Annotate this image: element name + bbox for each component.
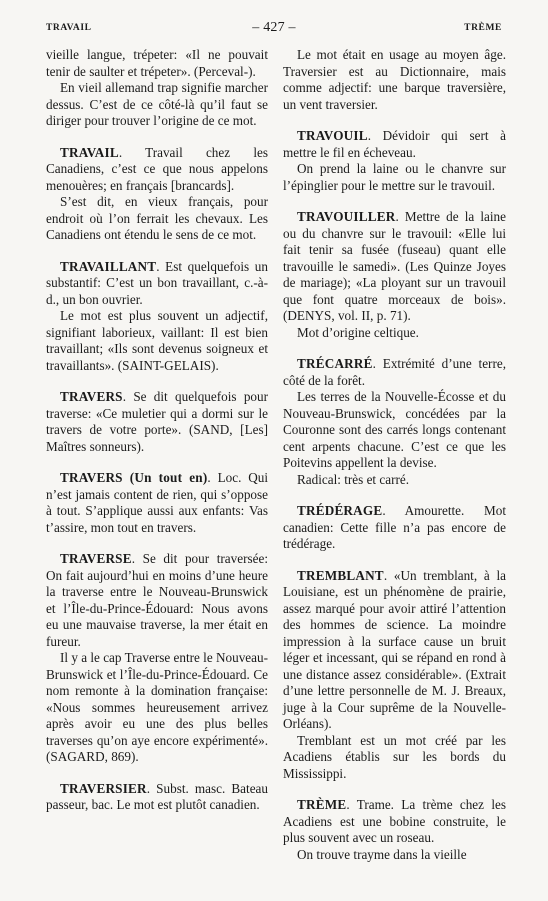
running-head-right: TRÈME — [464, 23, 502, 33]
entry-paragraph: Le mot est plus souvent un adjectif, signifiant laborieux, vaillant: Il est bien travaillant; «Ils sont devenus soigneux et travaillants». (SAINT-GELAIS). — [46, 308, 268, 373]
entry-traversier — [46, 781, 268, 814]
headword: TRAVAILLANT — [60, 258, 157, 274]
entry-treme — [283, 797, 506, 863]
entry-trederage — [283, 503, 506, 553]
entry-travouil — [283, 128, 506, 194]
entry-paragraph: Il y a le cap Traverse entre le Nouveau-Brunswick et l’Île-du-Prince-Édouard. Ce nom remonte à la domination française: «Nous sommes heureusement arrivez après avoir eu une des plus belles traverses qu’on aye encore expérimenté». (SAGARD, 869). — [46, 650, 268, 764]
entry-travouiller — [283, 209, 506, 341]
headword: TRAVAIL — [60, 144, 119, 160]
definition: . Amourette. Mot canadien: Cette fille n’a pas encore de trédérage. — [283, 503, 506, 551]
entry-paragraph: En vieil allemand trap signifie marcher dessus. C’est de ce côté-là qu’il faut se diriger pour trouver l’origine de ce mot. — [46, 80, 268, 128]
left-column — [46, 47, 268, 814]
headword: TRAVOUILLER — [297, 209, 396, 224]
right-column — [283, 47, 506, 863]
definition: . Travail chez les Canadiens, c’est ce que nous appelons menouères; en français [brancards]. — [46, 144, 268, 193]
definition: . Trame. La trème chez les Acadiens est une bobine construite, le plus souvent avec un roseau. — [283, 797, 506, 845]
running-head-left: TRAVAIL — [46, 23, 92, 33]
headword: TRAVERS — [60, 389, 123, 404]
running-head — [46, 22, 502, 38]
page-number: – 427 – — [252, 20, 296, 35]
entry-tremblant — [283, 568, 506, 783]
entry-travaillant — [46, 259, 268, 375]
entry-paragraph: Mot d’origine celtique. — [297, 324, 419, 340]
definition: . Extrémité d’une terre, côté de la forêt. — [283, 356, 506, 388]
entry-paragraph: Le mot était en usage au moyen âge. Traversier est au Dictionnaire, mais comme adjectif: une barque traversière, un vent traversier. — [283, 47, 506, 112]
headword: TREMBLANT — [297, 567, 384, 583]
entry-paragraph: Radical: très et carré. — [297, 471, 410, 487]
headword: TRAVERSIER — [60, 780, 147, 796]
definition: . «Un tremblant, à la Louisiane, est un phénomène de prairie, assez marqué pour avoir attiré l’attention des hommes de science. La moindre impression à la surface cause un bruit léger et incessant, qui se répand en rond à une distance assez considérable». (Extrait d’une lettre personnelle de M. J. Breaux, juge à la Cour suprême de la Nouvelle-Orléans). — [283, 567, 506, 731]
headword: TRAVERSE — [60, 551, 132, 566]
headword: TRÉDÉRAGE — [297, 503, 383, 518]
definition: . Se dit pour traversée: On fait aujourd’hui en moins d’une heure la traverse entre le Nouveau-Brunswick et l’Île-du-Prince-Édouard: Nous avons eu une mauvaise traverse, la mer était en fureur. — [46, 551, 268, 649]
entry-paragraph: On trouve trayme dans la vieille — [297, 846, 467, 862]
entry-paragraph: Les terres de la Nouvelle-Écosse et du Nouveau-Brunswick, concédées par la Couronne sont des carrés longs contenant cent arpents chacune. C’est ce que les Poitevins appellent la devise. — [283, 389, 506, 470]
continued-entry — [283, 47, 506, 113]
definition: . Dévidoir qui sert à mettre le fil en écheveau. — [283, 128, 506, 160]
entry-paragraph: vieille langue, trépeter: «Il ne pouvait tenir de saulter et trépeter». (Perceval-). — [46, 47, 268, 79]
entry-travers-un-tout-en — [46, 470, 268, 536]
headword: TRAVOUIL — [297, 128, 368, 143]
entry-paragraph: Tremblant est un mot créé par les Acadiens établis sur les bords du Mississippi. — [283, 732, 506, 781]
continued-entry — [46, 47, 268, 130]
headword: TRAVERS (Un tout en) — [60, 470, 208, 485]
definition: . Subst. masc. Bateau passeur, bac. Le mot est plutôt canadien. — [46, 780, 268, 812]
entry-traverse — [46, 551, 268, 766]
entry-paragraph: On prend la laine ou le chanvre sur l’épinglier pour le mettre sur le travouil. — [283, 161, 506, 193]
entry-trecarre — [283, 356, 506, 488]
definition: . Loc. Qui n’est jamais content de rien, qui s’oppose à tout. S’applique aussi aux enfants: Vas t’assire, mon tout en travers. — [46, 470, 268, 535]
headword: TRÉCARRÉ — [297, 356, 373, 371]
entry-paragraph: S’est dit, en vieux français, pour endroit où l’on ferrait les chevaux. Les Canadiens ont étendu le sens de ce mot. — [46, 194, 268, 242]
entry-travers — [46, 389, 268, 455]
entry-travail — [46, 145, 268, 244]
headword: TRÈME — [297, 797, 347, 812]
definition: . Est quelquefois un substantif: C’est un bon travaillant, c.-à-d., un bon ouvrier. — [46, 258, 268, 307]
definition: . Mettre de la laine ou du chanvre sur le travouil: «Elle lui fait tenir sa fusée (fuseau) quant elle travouille le samedi». (Les Quinze Joyes de mariage); «La ployant sur un travouil que font quatre morceaux de bois». (DENYS, vol. II, p. 71). — [283, 209, 506, 323]
definition: . Se dit quelquefois pour traverse: «Ce muletier qui a dormi sur le travers de votre porte». (SAND, [Les] Maîtres sonneurs). — [46, 389, 268, 454]
